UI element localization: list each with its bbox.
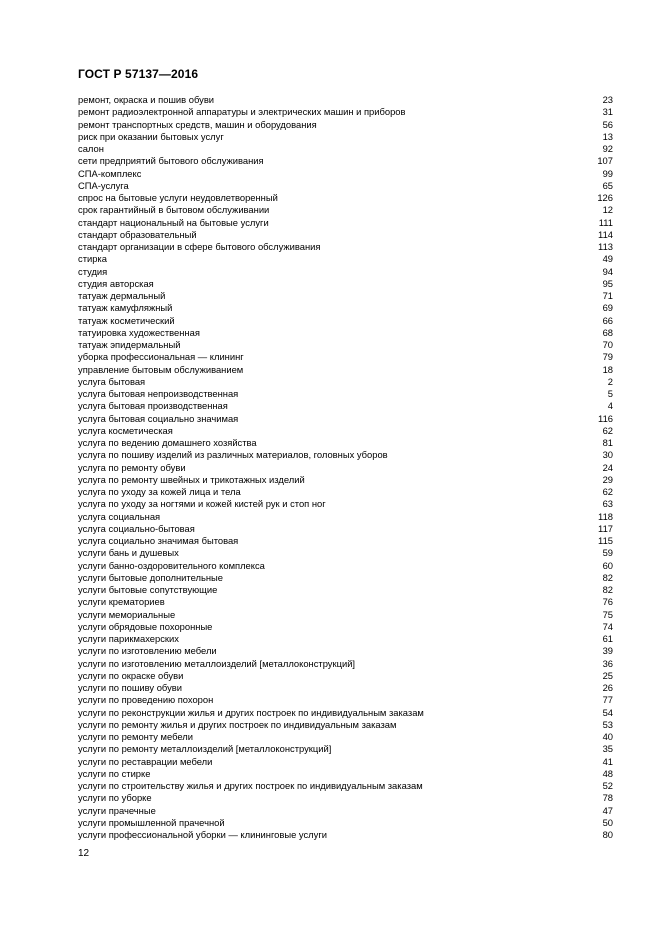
index-term: сети предприятий бытового обслуживания (78, 155, 264, 167)
index-term: татуировка художественная (78, 326, 200, 338)
index-term: услуга по ремонту швейных и трикотажных изделий (78, 473, 305, 485)
index-term: услуги обрядовые похоронные (78, 620, 213, 632)
index-term: услуги по реставрации мебели (78, 755, 213, 767)
index-page-ref: 60 (602, 559, 613, 571)
index-term: услуга социально значимая бытовая (78, 535, 239, 546)
index-term: стандарт национальный на бытовые услуги (78, 216, 269, 228)
index-page-ref: 66 (602, 314, 613, 326)
index-entry (78, 670, 613, 682)
index-entry (78, 364, 613, 376)
index-entry (78, 792, 613, 804)
index-term: услуги профессиональной уборки — клининговые услуги (78, 829, 327, 840)
index-term: татуаж эпидермальный (78, 339, 181, 350)
index-page-ref: 71 (602, 290, 613, 301)
index-page-ref: 111 (598, 216, 613, 228)
subject-index-list (78, 94, 613, 841)
index-page-ref: 107 (597, 155, 613, 167)
index-term: услуги по реконструкции жилья и других построек по индивидуальным заказам (78, 706, 424, 718)
index-term: услуги по строительству жилья и других построек по индивидуальным заказам (78, 780, 423, 791)
index-term: стандарт образовательный (78, 228, 197, 240)
index-entry (78, 437, 613, 449)
index-page-ref: 49 (602, 253, 613, 265)
index-term: услуги по ремонту жилья и других построек по индивидуальным заказам (78, 718, 397, 730)
index-term: услуги банно-оздоровительного комплекса (78, 559, 265, 571)
index-term: услуги по стирке (78, 767, 151, 779)
index-term: услуга социальная (78, 510, 161, 522)
index-page-ref: 118 (598, 510, 613, 522)
index-page-ref: 2 (607, 375, 613, 387)
index-entry (78, 596, 613, 608)
index-page-ref: 68 (602, 326, 613, 338)
index-entry (78, 339, 613, 351)
index-term: татуаж косметический (78, 314, 175, 326)
index-term: услуги мемориальные (78, 608, 176, 620)
index-entry (78, 425, 613, 437)
index-entry (78, 278, 613, 290)
index-page-ref: 56 (602, 118, 613, 130)
index-term: услуга по ведению домашнего хозяйства (78, 437, 257, 448)
index-term: услуга косметическая (78, 424, 173, 436)
index-entry (78, 829, 613, 841)
index-page-ref: 52 (602, 780, 613, 791)
index-entry (78, 682, 613, 694)
index-page-ref: 50 (602, 816, 613, 828)
index-entry (78, 388, 613, 400)
index-entry (78, 400, 613, 412)
index-term: студия (78, 265, 108, 277)
index-page-ref: 113 (598, 241, 613, 252)
index-term: уборка профессиональная — клининг (78, 351, 244, 363)
index-page-ref: 18 (602, 363, 613, 375)
index-term: услуги по изготовлению мебели (78, 645, 217, 657)
index-page-ref: 126 (597, 192, 613, 203)
index-entry (78, 621, 613, 633)
index-page-ref: 54 (602, 706, 613, 718)
index-page-ref: 31 (602, 106, 613, 118)
index-page-ref: 35 (602, 743, 613, 755)
index-term: услуга по ремонту обуви (78, 461, 186, 473)
index-page-ref: 62 (602, 424, 613, 436)
index-entry (78, 204, 613, 216)
index-term: услуга социально-бытовая (78, 522, 195, 534)
index-page-ref: 39 (602, 645, 613, 657)
index-page-ref: 40 (602, 731, 613, 742)
index-term: спрос на бытовые услуги неудовлетворенный (78, 192, 278, 203)
index-entry (78, 94, 613, 106)
index-term: СПА-услуга (78, 179, 129, 191)
index-page-ref: 77 (602, 694, 613, 706)
index-entry (78, 413, 613, 425)
index-term: услуга бытовая (78, 375, 146, 387)
index-entry (78, 486, 613, 498)
index-term: услуги по окраске обуви (78, 669, 184, 681)
index-page-ref: 5 (607, 388, 613, 399)
index-entry (78, 462, 613, 474)
index-page-ref: 92 (602, 143, 613, 154)
index-page-ref: 61 (602, 633, 613, 644)
index-term: студия авторская (78, 277, 154, 289)
index-term: услуги бань и душевых (78, 547, 179, 559)
index-entry (78, 376, 613, 388)
index-page-ref: 36 (602, 657, 613, 669)
index-entry (78, 266, 613, 278)
index-entry (78, 768, 613, 780)
index-entry (78, 449, 613, 461)
index-page-ref: 70 (602, 339, 613, 350)
index-page-ref: 29 (602, 473, 613, 485)
index-page-ref: 94 (602, 265, 613, 277)
index-page-ref: 25 (602, 669, 613, 681)
index-page-ref: 116 (598, 412, 613, 424)
index-term: услуги промышленной прачечной (78, 816, 225, 828)
index-page-ref: 74 (602, 620, 613, 632)
index-page-ref: 59 (602, 547, 613, 559)
index-entry (78, 498, 613, 510)
index-term: услуги по уборке (78, 792, 152, 804)
index-term: ремонт транспортных средств, машин и оборудования (78, 118, 317, 130)
index-page-ref: 30 (602, 449, 613, 461)
index-entry (78, 290, 613, 302)
index-page-ref: 78 (602, 792, 613, 804)
index-entry (78, 731, 613, 743)
index-term: услуги прачечные (78, 804, 156, 816)
index-term: услуга по пошиву изделий из различных материалов, головных уборов (78, 449, 388, 461)
index-entry (78, 817, 613, 829)
index-term: СПА-комплекс (78, 167, 142, 179)
index-entry (78, 547, 613, 559)
index-term: услуги крематориев (78, 596, 165, 608)
index-term: риск при оказании бытовых услуг (78, 130, 224, 142)
index-page-ref: 80 (602, 829, 613, 840)
index-page-ref: 99 (602, 167, 613, 179)
index-entry (78, 327, 613, 339)
index-entry (78, 805, 613, 817)
index-page-ref: 24 (602, 461, 613, 473)
index-term: услуги бытовые сопутствующие (78, 584, 218, 595)
index-page-ref: 115 (598, 535, 613, 546)
index-term: ремонт радиоэлектронной аппаратуры и электрических машин и приборов (78, 106, 406, 118)
index-page-ref: 62 (602, 486, 613, 497)
index-entry (78, 743, 613, 755)
index-entry (78, 351, 613, 363)
index-page-ref: 76 (602, 596, 613, 608)
index-entry (78, 474, 613, 486)
index-entry (78, 155, 613, 167)
index-page-ref: 23 (602, 94, 613, 105)
index-entry (78, 192, 613, 204)
index-term: стирка (78, 253, 107, 265)
index-term: татуаж камуфляжный (78, 302, 173, 314)
index-entry (78, 143, 613, 155)
index-term: услуга по уходу за кожей лица и тела (78, 486, 241, 497)
index-entry (78, 241, 613, 253)
index-entry (78, 756, 613, 768)
index-page-ref: 47 (602, 804, 613, 816)
index-entry (78, 780, 613, 792)
index-entry (78, 560, 613, 572)
index-entry (78, 253, 613, 265)
index-entry (78, 119, 613, 131)
index-page-ref: 65 (602, 179, 613, 191)
index-entry (78, 694, 613, 706)
index-page-ref: 79 (602, 351, 613, 363)
index-entry (78, 645, 613, 657)
index-page-ref: 12 (602, 204, 613, 216)
index-term: салон (78, 143, 104, 154)
index-term: управление бытовым обслуживанием (78, 363, 244, 375)
index-page-ref: 114 (598, 228, 613, 240)
index-page-ref: 26 (602, 682, 613, 693)
index-page-ref: 53 (602, 718, 613, 730)
index-page-ref: 75 (602, 608, 613, 620)
index-entry (78, 658, 613, 670)
index-entry (78, 168, 613, 180)
index-page-ref: 117 (598, 522, 613, 534)
index-term: услуги парикмахерских (78, 633, 179, 644)
page-number: 12 (78, 848, 90, 859)
index-term: татуаж дермальный (78, 290, 166, 301)
index-page-ref: 63 (602, 498, 613, 510)
index-term: ремонт, окраска и пошив обуви (78, 94, 215, 105)
index-entry (78, 315, 613, 327)
index-page-ref: 82 (602, 584, 613, 595)
index-term: услуга бытовая производственная (78, 400, 228, 412)
index-entry (78, 707, 613, 719)
index-entry (78, 131, 613, 143)
index-term: услуги по ремонту мебели (78, 731, 193, 742)
index-entry (78, 217, 613, 229)
index-term: услуги по изготовлению металлоизделий [металлоконструкций] (78, 657, 356, 669)
index-entry (78, 229, 613, 241)
index-page-ref: 48 (602, 767, 613, 779)
index-term: услуги бытовые дополнительные (78, 571, 223, 583)
index-entry (78, 609, 613, 621)
index-page-ref: 95 (602, 277, 613, 289)
index-entry (78, 535, 613, 547)
index-entry (78, 180, 613, 192)
index-entry (78, 572, 613, 584)
index-entry (78, 523, 613, 535)
index-term: стандарт организации в сфере бытового обслуживания (78, 241, 321, 252)
index-entry (78, 633, 613, 645)
index-entry (78, 511, 613, 523)
index-page-ref: 82 (602, 571, 613, 583)
index-entry (78, 584, 613, 596)
index-term: услуги по ремонту металлоизделий [металлоконструкций] (78, 743, 332, 755)
index-term: срок гарантийный в бытовом обслуживании (78, 204, 270, 216)
index-page-ref: 13 (602, 130, 613, 142)
index-page-ref: 81 (602, 437, 613, 448)
index-entry (78, 106, 613, 118)
index-page-ref: 41 (602, 755, 613, 767)
index-term: услуга бытовая непроизводственная (78, 388, 239, 399)
index-term: услуга бытовая социально значимая (78, 412, 239, 424)
index-term: услуги по проведению похорон (78, 694, 214, 706)
index-term: услуга по уходу за ногтями и кожей кистей рук и стоп ног (78, 498, 326, 510)
index-page-ref: 4 (607, 400, 613, 412)
document-header: ГОСТ Р 57137—2016 (78, 67, 199, 81)
index-entry (78, 719, 613, 731)
index-term: услуги по пошиву обуви (78, 682, 182, 693)
index-entry (78, 302, 613, 314)
index-page-ref: 69 (602, 302, 613, 314)
